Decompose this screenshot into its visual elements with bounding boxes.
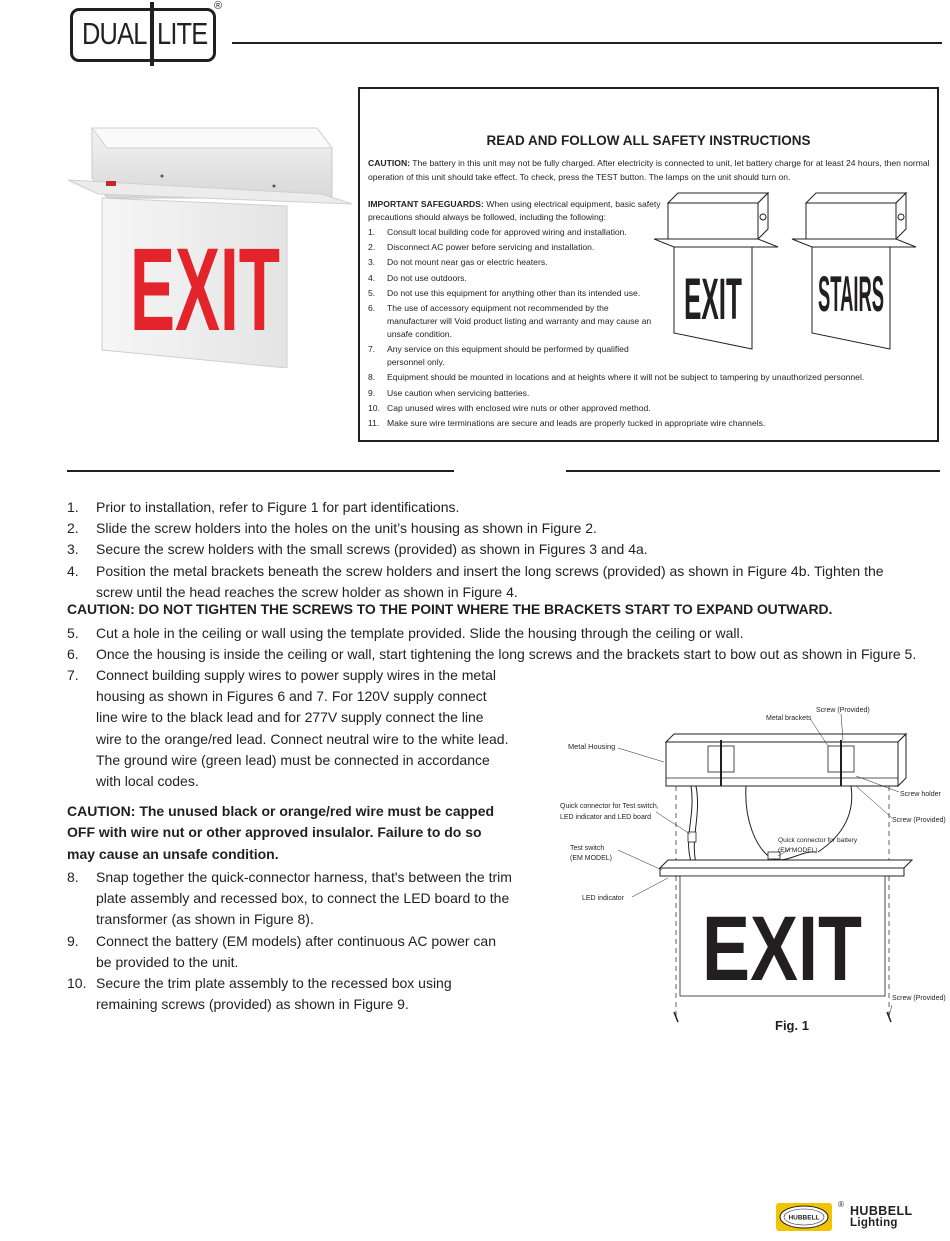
registered-mark: ®	[214, 0, 223, 12]
safety-item: 3. Do not mount near gas or electric heaters.	[368, 257, 548, 268]
safety-safeguards	[368, 198, 668, 224]
label-test-switch: Test switch	[570, 845, 605, 852]
safety-item: 7. Any service on this equipment should be performed by qualified personnel only.	[368, 344, 629, 368]
safeguards-label: IMPORTANT SAFEGUARDS:	[368, 199, 484, 209]
instruction-step: 5. Cut a hole in the ceiling or wall using the template provided. Slide the housing through the ceiling or wall.	[67, 625, 744, 641]
logo-text-lite: LITE	[157, 16, 208, 51]
safeguards-text: When using electrical equipment, basic safety precautions should always be followed, including the following:	[368, 199, 661, 222]
caution-unused-wire: CAUTION: The unused black or orange/red wire must be capped OFF with wire nut or other approved insulalor. Failure to do so may cause an unsafe condition.	[67, 803, 495, 862]
instruction-step: 10. Secure the trim plate assembly to the recessed box using remaining screws (provided) as shown in Figure 9.	[67, 975, 452, 1013]
instruction-step: 4. Position the metal brackets beneath the screw holders and insert the long screws (provided) as shown in Figure 4b. Tighten the screw until the head reaches the screw holder as shown in Figure 4.	[67, 562, 884, 600]
safety-instructions-box	[358, 87, 939, 442]
instruction-step: 6. Once the housing is inside the ceiling or wall, start tightening the long screws and the brackets start to bow out as shown in Figure 5.	[67, 646, 917, 663]
safety-title: READ AND FOLLOW ALL SAFETY INSTRUCTIONS	[486, 133, 811, 148]
figure-1-diagram	[556, 700, 948, 1030]
hubbell-oval-mark	[776, 1203, 832, 1231]
instructions-steps-1-4	[67, 497, 917, 603]
hubbell-brand-name: HUBBELL	[850, 1204, 913, 1218]
product-sign-text: EXIT	[130, 224, 280, 356]
label-screw-provided-top: Screw (Provided)	[816, 707, 870, 714]
label-metal-brackets: Metal brackets	[766, 715, 812, 722]
instruction-step: 8. Snap together the quick-connector harness, that's between the trim plate assembly and recessed box, to connect the LED board to the transformer (as shown in Figure 8).	[67, 869, 512, 928]
instructions-steps-8-10	[67, 867, 514, 1015]
label-test-switch-2: (EM MODEL)	[570, 855, 612, 862]
safety-item: 6. The use of accessory equipment not recommended by the manufacturer will Void product listing and warranty and may cause an unsafe condition.	[368, 302, 652, 339]
caution-label: CAUTION:	[368, 158, 411, 168]
label-screw-provided-bottom: Screw (Provided)	[892, 995, 946, 1002]
safety-caution	[368, 156, 934, 184]
safety-item: 5. Do not use this equipment for anything other than its intended use.	[368, 287, 641, 298]
label-screw-provided-right: Screw (Provided)	[892, 817, 946, 824]
safety-item: 10. Cap unused wires with enclosed wire nuts or other approved method.	[368, 402, 651, 413]
label-quick-connector-test-2: LED indicator and LED board	[560, 814, 652, 821]
logo-text-dual: DUAL	[82, 16, 147, 51]
instruction-step: 2. Slide the screw holders into the holes on the unit’s housing as shown in Figure 2.	[67, 520, 597, 537]
caution-text: The battery in this unit may not be fully charged. After electricity is connected to unit, let battery charge for at least 24 hours, then normal operation of this unit should take effect. To check, press the TEST button. The lamps on the unit should turn on.	[368, 158, 930, 182]
label-quick-connector-battery: Quick connector for battery	[778, 837, 858, 844]
safety-item: 8. Equipment should be mounted in locations and at heights where it will not be subject to tampering by unauthorized personnel.	[368, 372, 865, 383]
instructions-steps-5-6	[67, 623, 947, 665]
hubbell-registered-mark: ®	[838, 1200, 844, 1209]
logo-divider	[150, 2, 154, 66]
label-metal-housing: Metal Housing	[568, 742, 616, 751]
label-led-indicator: LED indicator	[582, 895, 625, 902]
label-quick-connector-test: Quick connector for Test switch,	[560, 803, 659, 810]
safety-item: 2. Disconnect AC power before servicing and installation.	[368, 242, 595, 253]
illustration-exit-text: EXIT	[684, 267, 742, 332]
section-rule-left	[67, 470, 454, 472]
instruction-step: 7. Connect building supply wires to power supply wires in the metal housing as shown in Figures 6 and 7. For 120V supply connect line wire to the black lead and for 277V supply connect the line wire to the orange/red lead. Connect neutral wire to the white lead. The ground wire (green lead) must be connected in accordance with local codes.	[67, 667, 509, 790]
hubbell-brand-sub: Lighting	[850, 1217, 898, 1229]
safety-item: 11. Make sure wire terminations are secure and leads are properly tucked in appropriate wire channels.	[368, 417, 766, 428]
figure-sign-text: EXIT	[702, 898, 862, 1000]
hubbell-oval-text: HUBBELL	[788, 1214, 820, 1222]
safety-item: 4. Do not use outdoors.	[368, 272, 467, 283]
label-quick-connector-battery-2: (EM MODEL)	[778, 847, 818, 854]
exit-stairs-signs-illustration	[654, 187, 929, 357]
hubbell-lighting-logo	[776, 1200, 946, 1234]
instruction-step: 1. Prior to installation, refer to Figure 1 for part identifications.	[67, 499, 460, 515]
caution-brackets: CAUTION: DO NOT TIGHTEN THE SCREWS TO THE POINT WHERE THE BRACKETS START TO EXPAND OUTWARD.	[67, 601, 833, 617]
instructions-step-7	[67, 665, 510, 792]
header-rule	[232, 42, 942, 44]
label-screw-holder: Screw holder	[900, 791, 941, 798]
instruction-step: 3. Secure the screw holders with the small screws (provided) as shown in Figures 3 and 4a.	[67, 541, 648, 558]
dual-lite-logo	[70, 6, 220, 64]
figure-1-caption: Fig. 1	[775, 1018, 809, 1033]
safety-item: 1. Consult local building code for approved wiring and installation.	[368, 227, 627, 237]
section-rule-right	[566, 470, 940, 472]
exit-sign-product-image	[62, 118, 352, 368]
illustration-stairs-text: STAIRS	[818, 266, 884, 322]
safety-item: 9. Use caution when servicing batteries.	[368, 387, 530, 398]
instruction-step: 9. Connect the battery (EM models) after continuous AC power can be provided to the unit.	[67, 932, 496, 970]
